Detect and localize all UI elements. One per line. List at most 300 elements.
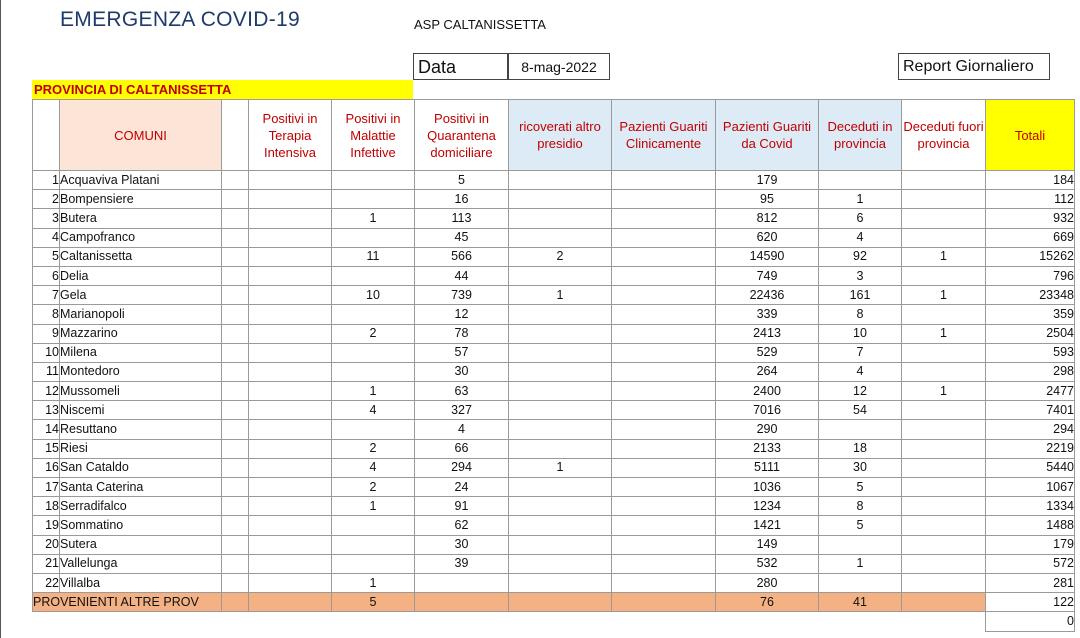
row-deceduti-fuori — [902, 458, 986, 477]
row-comune: San Cataldo — [60, 458, 222, 477]
row-quarantena: 12 — [415, 305, 509, 324]
provenienti-label: PROVENIENTI ALTRE PROV — [33, 593, 222, 612]
row-quarantena: 294 — [415, 458, 509, 477]
row-terapia — [249, 420, 332, 439]
row-deceduti-fuori — [902, 171, 986, 190]
table-row — [33, 420, 1075, 439]
row-quarantena: 63 — [415, 382, 509, 401]
row-malattie — [332, 228, 415, 247]
row-terapia — [249, 535, 332, 554]
row-comune: Montedoro — [60, 362, 222, 381]
row-malattie — [332, 362, 415, 381]
provenienti-quarantena — [415, 593, 509, 612]
asp-label: ASP CALTANISSETTA — [414, 17, 546, 32]
row-guariti-clin — [612, 458, 716, 477]
row-quarantena: 566 — [415, 247, 509, 266]
row-blank — [222, 382, 249, 401]
row-terapia — [249, 516, 332, 535]
row-comune: Acquaviva Platani — [60, 171, 222, 190]
row-deceduti-in: 18 — [819, 439, 902, 458]
row-quarantena: 44 — [415, 266, 509, 285]
row-totali: 1334 — [986, 497, 1075, 516]
row-malattie — [332, 535, 415, 554]
row-deceduti-in: 5 — [819, 478, 902, 497]
row-guariti-clin — [612, 382, 716, 401]
table-row — [33, 209, 1075, 228]
row-quarantena: 45 — [415, 228, 509, 247]
row-guariti-clin — [612, 266, 716, 285]
row-index: 22 — [33, 573, 60, 592]
row-blank — [222, 535, 249, 554]
row-index: 10 — [33, 343, 60, 362]
row-comune: Mazzarino — [60, 324, 222, 343]
row-totali: 281 — [986, 573, 1075, 592]
row-ricoverati — [509, 171, 612, 190]
row-comune: Butera — [60, 209, 222, 228]
row-totali: 7401 — [986, 401, 1075, 420]
row-malattie: 2 — [332, 478, 415, 497]
row-totali: 572 — [986, 554, 1075, 573]
page-title: EMERGENZA COVID-19 — [60, 8, 300, 31]
provenienti-guariti-covid: 76 — [716, 593, 819, 612]
row-ricoverati — [509, 362, 612, 381]
row-totali: 669 — [986, 228, 1075, 247]
row-deceduti-in: 7 — [819, 343, 902, 362]
row-quarantena: 66 — [415, 439, 509, 458]
row-deceduti-fuori — [902, 190, 986, 209]
row-blank — [222, 286, 249, 305]
row-terapia — [249, 209, 332, 228]
row-guariti-clin — [612, 190, 716, 209]
final-total-row — [33, 612, 1075, 631]
row-ricoverati — [509, 209, 612, 228]
row-deceduti-fuori — [902, 228, 986, 247]
row-terapia — [249, 382, 332, 401]
row-blank — [222, 247, 249, 266]
final-total: 0 — [986, 612, 1075, 631]
header-blank — [222, 100, 249, 171]
row-comune: Sutera — [60, 535, 222, 554]
row-guariti-covid: 620 — [716, 228, 819, 247]
row-totali: 294 — [986, 420, 1075, 439]
row-deceduti-in: 5 — [819, 516, 902, 535]
row-deceduti-fuori — [902, 401, 986, 420]
row-ricoverati — [509, 382, 612, 401]
row-index: 7 — [33, 286, 60, 305]
row-guariti-clin — [612, 535, 716, 554]
row-deceduti-in — [819, 535, 902, 554]
row-index: 4 — [33, 228, 60, 247]
header-comuni: COMUNI — [60, 100, 222, 171]
row-index: 15 — [33, 439, 60, 458]
row-blank — [222, 305, 249, 324]
row-malattie — [332, 343, 415, 362]
table-row — [33, 247, 1075, 266]
row-deceduti-in: 4 — [819, 362, 902, 381]
table-row — [33, 554, 1075, 573]
row-totali: 1488 — [986, 516, 1075, 535]
table-row — [33, 362, 1075, 381]
row-comune: Caltanissetta — [60, 247, 222, 266]
table-row — [33, 228, 1075, 247]
row-comune: Milena — [60, 343, 222, 362]
row-guariti-covid: 95 — [716, 190, 819, 209]
row-terapia — [249, 324, 332, 343]
row-deceduti-in: 1 — [819, 554, 902, 573]
table-row — [33, 305, 1075, 324]
row-ricoverati — [509, 401, 612, 420]
table-row — [33, 266, 1075, 285]
row-guariti-clin — [612, 343, 716, 362]
row-deceduti-fuori: 1 — [902, 382, 986, 401]
row-deceduti-fuori — [902, 420, 986, 439]
row-terapia — [249, 573, 332, 592]
row-blank — [222, 171, 249, 190]
row-malattie: 11 — [332, 247, 415, 266]
row-ricoverati: 2 — [509, 247, 612, 266]
row-deceduti-in: 92 — [819, 247, 902, 266]
row-terapia — [249, 497, 332, 516]
row-totali: 112 — [986, 190, 1075, 209]
provenienti-blank — [222, 593, 249, 612]
table-row — [33, 382, 1075, 401]
row-totali: 593 — [986, 343, 1075, 362]
row-quarantena: 327 — [415, 401, 509, 420]
row-quarantena: 91 — [415, 497, 509, 516]
row-terapia — [249, 458, 332, 477]
row-ricoverati — [509, 478, 612, 497]
table-header-row — [33, 100, 1075, 171]
row-guariti-clin — [612, 554, 716, 573]
row-ricoverati — [509, 516, 612, 535]
row-deceduti-fuori — [902, 362, 986, 381]
row-guariti-clin — [612, 573, 716, 592]
row-totali: 932 — [986, 209, 1075, 228]
final-spacer — [33, 612, 986, 631]
row-guariti-covid: 2400 — [716, 382, 819, 401]
row-guariti-covid: 1421 — [716, 516, 819, 535]
row-malattie: 2 — [332, 439, 415, 458]
row-comune: Niscemi — [60, 401, 222, 420]
row-deceduti-in: 6 — [819, 209, 902, 228]
row-terapia — [249, 228, 332, 247]
row-deceduti-fuori — [902, 266, 986, 285]
row-guariti-covid: 264 — [716, 362, 819, 381]
table-row — [33, 171, 1075, 190]
row-blank — [222, 209, 249, 228]
row-deceduti-fuori: 1 — [902, 324, 986, 343]
header-ricoverati: ricoverati altro presidio — [509, 100, 612, 171]
row-terapia — [249, 286, 332, 305]
row-index: 9 — [33, 324, 60, 343]
row-guariti-covid: 1036 — [716, 478, 819, 497]
row-guariti-covid: 179 — [716, 171, 819, 190]
row-deceduti-in: 8 — [819, 305, 902, 324]
row-index: 11 — [33, 362, 60, 381]
row-terapia — [249, 266, 332, 285]
row-deceduti-in — [819, 573, 902, 592]
row-index: 8 — [33, 305, 60, 324]
row-deceduti-in: 10 — [819, 324, 902, 343]
row-deceduti-fuori — [902, 497, 986, 516]
row-ricoverati — [509, 535, 612, 554]
row-guariti-covid: 14590 — [716, 247, 819, 266]
row-totali: 2219 — [986, 439, 1075, 458]
row-index: 20 — [33, 535, 60, 554]
row-guariti-covid: 22436 — [716, 286, 819, 305]
row-comune: Campofranco — [60, 228, 222, 247]
row-ricoverati — [509, 190, 612, 209]
row-malattie: 1 — [332, 497, 415, 516]
left-frame-line — [0, 0, 1, 638]
row-deceduti-in: 1 — [819, 190, 902, 209]
row-deceduti-in — [819, 420, 902, 439]
row-totali: 1067 — [986, 478, 1075, 497]
row-totali: 2477 — [986, 382, 1075, 401]
row-guariti-clin — [612, 516, 716, 535]
row-guariti-covid: 749 — [716, 266, 819, 285]
row-malattie — [332, 171, 415, 190]
row-quarantena: 62 — [415, 516, 509, 535]
row-quarantena: 5 — [415, 171, 509, 190]
row-index: 19 — [33, 516, 60, 535]
row-guariti-covid: 290 — [716, 420, 819, 439]
header-guariti-covid: Pazienti Guariti da Covid — [716, 100, 819, 171]
row-quarantena — [415, 573, 509, 592]
row-deceduti-fuori — [902, 573, 986, 592]
row-totali: 184 — [986, 171, 1075, 190]
row-blank — [222, 554, 249, 573]
row-index: 13 — [33, 401, 60, 420]
row-guariti-clin — [612, 439, 716, 458]
row-totali: 179 — [986, 535, 1075, 554]
row-guariti-covid: 532 — [716, 554, 819, 573]
row-guariti-clin — [612, 286, 716, 305]
row-terapia — [249, 171, 332, 190]
row-index: 5 — [33, 247, 60, 266]
table-row — [33, 439, 1075, 458]
row-deceduti-in: 8 — [819, 497, 902, 516]
header-deceduti-in: Deceduti in provincia — [819, 100, 902, 171]
row-comune: Sommatino — [60, 516, 222, 535]
provenienti-guariti-clin — [612, 593, 716, 612]
table-row — [33, 573, 1075, 592]
row-deceduti-fuori — [902, 305, 986, 324]
row-ricoverati — [509, 343, 612, 362]
row-blank — [222, 266, 249, 285]
row-malattie: 4 — [332, 458, 415, 477]
provenienti-terapia — [249, 593, 332, 612]
row-deceduti-in: 30 — [819, 458, 902, 477]
row-guariti-clin — [612, 209, 716, 228]
row-comune: Mussomeli — [60, 382, 222, 401]
row-quarantena: 30 — [415, 362, 509, 381]
table-row — [33, 535, 1075, 554]
header-quarantena: Positivi in Quarantena domiciliare — [415, 100, 509, 171]
row-ricoverati — [509, 305, 612, 324]
row-guariti-clin — [612, 171, 716, 190]
row-deceduti-fuori — [902, 516, 986, 535]
row-blank — [222, 324, 249, 343]
row-ricoverati: 1 — [509, 286, 612, 305]
table-row — [33, 401, 1075, 420]
provenienti-totali: 122 — [986, 593, 1075, 612]
row-guariti-clin — [612, 324, 716, 343]
row-deceduti-in: 3 — [819, 266, 902, 285]
row-malattie: 4 — [332, 401, 415, 420]
date-label: Data — [413, 53, 508, 80]
row-quarantena: 78 — [415, 324, 509, 343]
row-deceduti-fuori — [902, 554, 986, 573]
row-ricoverati — [509, 573, 612, 592]
row-index: 17 — [33, 478, 60, 497]
row-totali: 15262 — [986, 247, 1075, 266]
row-ricoverati — [509, 439, 612, 458]
header-terapia: Positivi in Terapia Intensiva — [249, 100, 332, 171]
row-ricoverati — [509, 420, 612, 439]
row-index: 1 — [33, 171, 60, 190]
row-index: 16 — [33, 458, 60, 477]
row-index: 3 — [33, 209, 60, 228]
row-quarantena: 24 — [415, 478, 509, 497]
row-guariti-covid: 149 — [716, 535, 819, 554]
row-blank — [222, 190, 249, 209]
row-malattie: 10 — [332, 286, 415, 305]
row-guariti-covid: 339 — [716, 305, 819, 324]
table-row — [33, 324, 1075, 343]
row-deceduti-fuori — [902, 343, 986, 362]
row-ricoverati — [509, 554, 612, 573]
provenienti-row — [33, 593, 1075, 612]
row-ricoverati — [509, 266, 612, 285]
row-guariti-clin — [612, 401, 716, 420]
row-totali: 23348 — [986, 286, 1075, 305]
row-guariti-covid: 5111 — [716, 458, 819, 477]
row-quarantena: 57 — [415, 343, 509, 362]
row-ricoverati — [509, 228, 612, 247]
row-guariti-clin — [612, 305, 716, 324]
row-guariti-clin — [612, 247, 716, 266]
row-guariti-covid: 2133 — [716, 439, 819, 458]
row-blank — [222, 362, 249, 381]
row-comune: Bompensiere — [60, 190, 222, 209]
report-label: Report Giornaliero — [898, 53, 1050, 80]
row-deceduti-fuori — [902, 439, 986, 458]
row-index: 2 — [33, 190, 60, 209]
row-deceduti-fuori — [902, 209, 986, 228]
table-row — [33, 497, 1075, 516]
row-guariti-clin — [612, 420, 716, 439]
row-comune: Riesi — [60, 439, 222, 458]
row-malattie — [332, 420, 415, 439]
row-totali: 359 — [986, 305, 1075, 324]
row-deceduti-fuori — [902, 535, 986, 554]
table-row — [33, 516, 1075, 535]
row-terapia — [249, 362, 332, 381]
row-deceduti-fuori: 1 — [902, 286, 986, 305]
table-row — [33, 190, 1075, 209]
row-blank — [222, 497, 249, 516]
table-row — [33, 458, 1075, 477]
row-comune: Villalba — [60, 573, 222, 592]
row-quarantena: 16 — [415, 190, 509, 209]
row-index: 6 — [33, 266, 60, 285]
row-guariti-covid: 7016 — [716, 401, 819, 420]
row-quarantena: 113 — [415, 209, 509, 228]
date-value: 8-mag-2022 — [508, 53, 610, 80]
row-malattie — [332, 190, 415, 209]
header-totali: Totali — [986, 100, 1075, 171]
provenienti-ricoverati — [509, 593, 612, 612]
row-ricoverati: 1 — [509, 458, 612, 477]
table-row — [33, 286, 1075, 305]
row-guariti-covid: 812 — [716, 209, 819, 228]
header-index — [33, 100, 60, 171]
row-deceduti-in — [819, 171, 902, 190]
covid-table — [32, 99, 1075, 632]
row-comune: Serradifalco — [60, 497, 222, 516]
row-malattie: 1 — [332, 209, 415, 228]
header-malattie: Positivi in Malattie Infettive — [332, 100, 415, 171]
row-terapia — [249, 190, 332, 209]
header-deceduti-fuori: Deceduti fuori provincia — [902, 100, 986, 171]
row-comune: Delia — [60, 266, 222, 285]
row-ricoverati — [509, 497, 612, 516]
header-guariti-clinicamente: Pazienti Guariti Clinicamente — [612, 100, 716, 171]
row-guariti-clin — [612, 478, 716, 497]
row-guariti-covid: 1234 — [716, 497, 819, 516]
row-deceduti-in: 4 — [819, 228, 902, 247]
row-quarantena: 39 — [415, 554, 509, 573]
row-blank — [222, 458, 249, 477]
row-quarantena: 4 — [415, 420, 509, 439]
row-malattie — [332, 266, 415, 285]
row-malattie: 1 — [332, 382, 415, 401]
row-malattie — [332, 554, 415, 573]
row-terapia — [249, 401, 332, 420]
row-terapia — [249, 478, 332, 497]
row-terapia — [249, 439, 332, 458]
row-guariti-covid: 2413 — [716, 324, 819, 343]
row-deceduti-in: 12 — [819, 382, 902, 401]
row-blank — [222, 343, 249, 362]
row-quarantena: 30 — [415, 535, 509, 554]
row-malattie: 2 — [332, 324, 415, 343]
row-comune: Gela — [60, 286, 222, 305]
provenienti-deceduti-fuori — [902, 593, 986, 612]
row-totali: 5440 — [986, 458, 1075, 477]
row-malattie — [332, 305, 415, 324]
row-blank — [222, 420, 249, 439]
row-comune: Santa Caterina — [60, 478, 222, 497]
row-blank — [222, 478, 249, 497]
row-malattie — [332, 516, 415, 535]
row-terapia — [249, 247, 332, 266]
row-totali: 2504 — [986, 324, 1075, 343]
row-deceduti-in: 161 — [819, 286, 902, 305]
province-banner: PROVINCIA DI CALTANISSETTA — [32, 80, 413, 99]
row-guariti-clin — [612, 362, 716, 381]
row-comune: Marianopoli — [60, 305, 222, 324]
row-blank — [222, 573, 249, 592]
row-terapia — [249, 343, 332, 362]
row-quarantena: 739 — [415, 286, 509, 305]
row-ricoverati — [509, 324, 612, 343]
row-blank — [222, 516, 249, 535]
row-index: 21 — [33, 554, 60, 573]
row-index: 18 — [33, 497, 60, 516]
row-deceduti-fuori: 1 — [902, 247, 986, 266]
